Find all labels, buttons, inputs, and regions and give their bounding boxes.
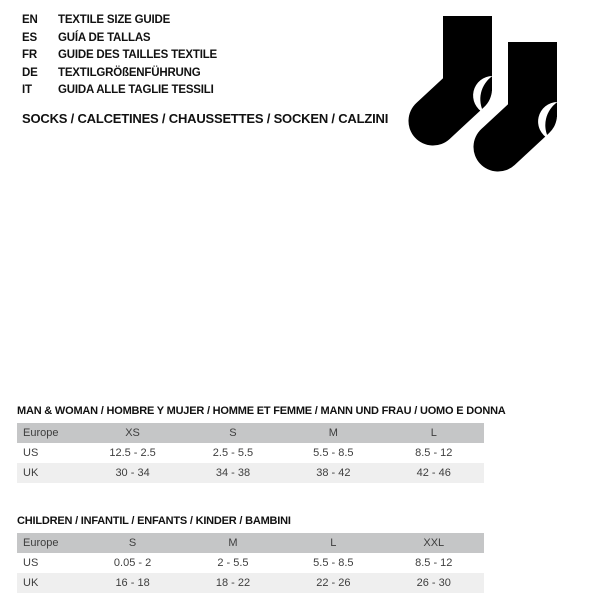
- table-header-row: [17, 423, 484, 443]
- size-cell: 8.5 - 12: [415, 557, 453, 569]
- language-row: [22, 65, 217, 83]
- language-code: EN: [22, 14, 38, 26]
- socks-icon: [398, 6, 573, 176]
- language-label: GUIDE DES TAILLES TEXTILE: [58, 49, 217, 61]
- size-cell: 42 - 46: [416, 467, 451, 479]
- size-cell: 16 - 18: [115, 577, 150, 589]
- language-label: TEXTILGRÖßENFÜHRUNG: [58, 66, 201, 79]
- size-cell: 18 - 22: [215, 577, 251, 589]
- row-label: US: [23, 447, 39, 459]
- language-code: ES: [22, 31, 37, 44]
- table-row-us: [17, 553, 484, 573]
- column-header: S: [128, 537, 137, 549]
- size-cell: 34 - 38: [215, 467, 251, 479]
- column-header: Europe: [23, 537, 59, 549]
- table-row-us: [17, 443, 484, 463]
- socks-icon-svg: [398, 6, 573, 176]
- column-header: XXL: [423, 537, 445, 549]
- table-header-row: [17, 533, 484, 553]
- language-list: [22, 12, 217, 100]
- column-header: M: [228, 537, 238, 549]
- language-label: GUÍA DE TALLAS: [58, 31, 151, 44]
- language-row: [22, 82, 217, 100]
- size-table-adults: [17, 423, 484, 483]
- column-header: L: [330, 537, 337, 549]
- language-row: [22, 47, 217, 65]
- language-code: DE: [22, 66, 38, 79]
- table-title-children: CHILDREN / INFANTIL / ENFANTS / KINDER / BAMBINI: [17, 515, 291, 527]
- size-cell: 30 - 34: [115, 467, 150, 479]
- size-table-children: [17, 533, 484, 593]
- row-label: UK: [23, 467, 39, 479]
- size-cell: 2.5 - 5.5: [212, 447, 254, 459]
- size-cell: 5.5 - 8.5: [313, 447, 354, 459]
- size-cell: 22 - 26: [316, 577, 351, 589]
- category-title: SOCKS / CALCETINES / CHAUSSETTES / SOCKEN / CALZINI: [22, 111, 389, 126]
- size-cell: 38 - 42: [316, 467, 351, 479]
- column-header: Europe: [23, 427, 59, 439]
- language-row: [22, 12, 217, 30]
- size-cell: 5.5 - 8.5: [313, 557, 354, 569]
- language-code: FR: [22, 49, 37, 61]
- language-code: IT: [22, 84, 32, 96]
- size-cell: 2 - 5.5: [217, 557, 249, 569]
- table-row-uk: [17, 573, 484, 593]
- size-table-adults-section: [17, 405, 506, 483]
- language-label: GUIDA ALLE TAGLIE TESSILI: [58, 84, 214, 96]
- size-cell: 8.5 - 12: [415, 447, 453, 459]
- column-header: L: [430, 427, 437, 439]
- row-label: US: [23, 557, 39, 569]
- language-label: TEXTILE SIZE GUIDE: [58, 14, 171, 26]
- size-cell: 26 - 30: [416, 577, 451, 589]
- table-row-uk: [17, 463, 484, 483]
- size-table-children-section: [17, 515, 484, 593]
- column-header: XS: [125, 427, 140, 439]
- row-label: UK: [23, 577, 39, 589]
- column-header: M: [328, 427, 338, 439]
- size-cell: 12.5 - 2.5: [109, 447, 156, 459]
- column-header: S: [229, 427, 237, 439]
- size-cell: 0.05 - 2: [113, 557, 152, 569]
- table-title-adults: MAN & WOMAN / HOMBRE Y MUJER / HOMME ET FEMME / MANN UND FRAU / UOMO E DONNA: [17, 405, 506, 417]
- language-row: [22, 30, 217, 48]
